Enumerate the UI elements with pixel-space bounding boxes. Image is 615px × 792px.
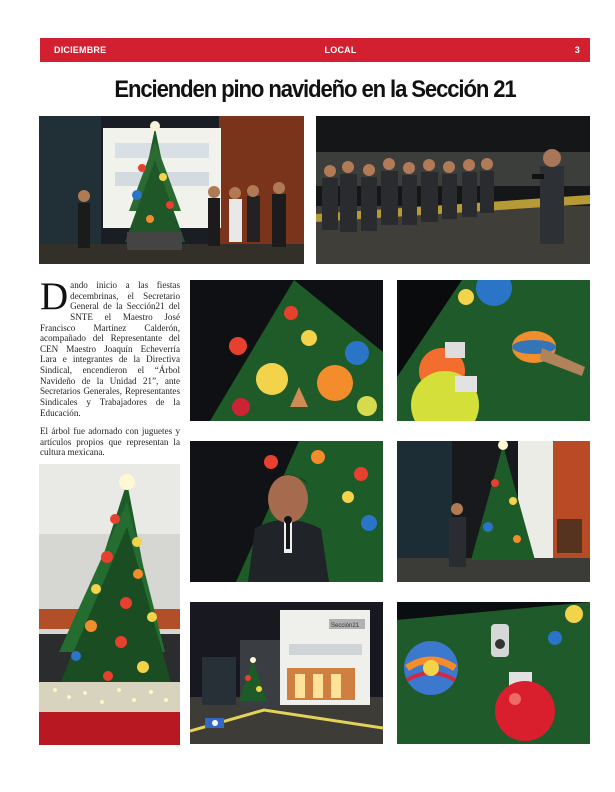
- header-page-number: 3: [574, 45, 580, 55]
- speaker-near-tree-photo: [397, 441, 590, 582]
- speaker-near-tree-illustration: [397, 441, 590, 582]
- ornaments-closeup-right-illustration: [397, 280, 590, 421]
- speaker-with-microphone-illustration: [190, 441, 383, 582]
- folk-ornaments-closeup-photo: [397, 602, 590, 744]
- page-bottom-margin: [40, 752, 590, 753]
- tree-lighting-stage-photo: [39, 116, 304, 264]
- crowd-and-speaker-illustration: [316, 116, 590, 264]
- building-facade-night-photo: [190, 602, 383, 744]
- header-month: DICIEMBRE: [54, 45, 107, 55]
- article-paragraph-1-text: ando inicio a las fiestas decembrinas, el Secretario General de la Sección21 del SNTE el Maestro José Francisco Martínez Calderón, acompañado del Representante del CEN Maestro Joaquín Echeverría Lara e integrantes de la Directiva Sindical, encendieron el “Árbol Navideño de la Unidad 21”, ante Secretarios Generales, Representantes Sindicales y Trabajadores de la Educación.: [40, 280, 180, 418]
- header-section: LOCAL: [324, 45, 357, 55]
- building-sign-text: Sección21: [331, 623, 360, 629]
- section-header-bar: [40, 38, 590, 62]
- article-paragraph-2: El árbol fue adornado con juguetes y artículos propios que representan la cultura mexicana.: [40, 426, 180, 458]
- article-dropcap: D: [40, 275, 69, 318]
- article-title: Encienden pino navideño en la Sección 21: [114, 76, 516, 103]
- crowd-and-speaker-photo: [316, 116, 590, 264]
- illuminated-tree-vertical-illustration: [39, 464, 180, 745]
- speaker-with-microphone-photo: [190, 441, 383, 582]
- article-body: [40, 275, 180, 466]
- ornaments-closeup-left-photo: [190, 280, 383, 421]
- ornaments-closeup-right-photo: [397, 280, 590, 421]
- building-facade-night-illustration: [190, 602, 383, 744]
- ornaments-closeup-left-illustration: [190, 280, 383, 421]
- tree-lighting-stage-illustration: [39, 116, 304, 264]
- article-paragraph-1: [40, 275, 180, 418]
- illuminated-tree-vertical-photo: [39, 464, 180, 745]
- folk-ornaments-closeup-illustration: [397, 602, 590, 744]
